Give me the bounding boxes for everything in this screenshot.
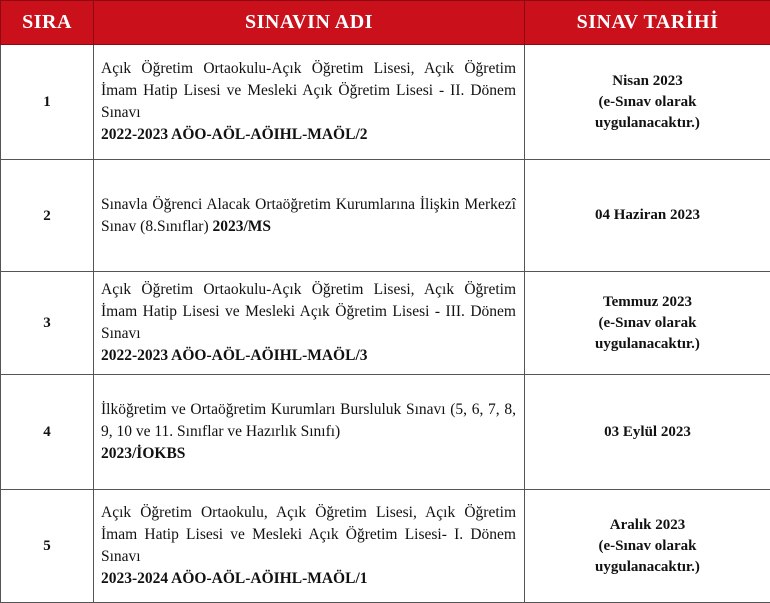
exam-name-cell <box>94 490 525 603</box>
exam-date-note: (e-Sınav olarak <box>531 313 764 334</box>
table-row <box>1 272 770 375</box>
exam-name: Açık Öğretim Ortaokulu-Açık Öğretim Lisesi, Açık Öğretim İmam Hatip Lisesi ve Mesleki Açık Öğretim Lisesi - II. Dönem Sınavı <box>101 60 516 121</box>
exam-date: Aralık 2023 <box>531 515 764 536</box>
exam-date-cell <box>525 375 770 490</box>
exam-date-note: uygulanacaktır.) <box>531 113 764 134</box>
exam-code: 2023/MS <box>213 218 272 235</box>
exam-name-cell <box>94 272 525 375</box>
exam-date: Nisan 2023 <box>531 71 764 92</box>
exam-code: 2022-2023 AÖO-AÖL-AÖIHL-MAÖL/2 <box>101 124 516 146</box>
exam-date: 03 Eylül 2023 <box>531 422 764 443</box>
exam-code: 2023/İOKBS <box>101 443 516 465</box>
exam-code: 2023-2024 AÖO-AÖL-AÖIHL-MAÖL/1 <box>101 568 516 590</box>
exam-date-cell <box>525 272 770 375</box>
header-exam-date: SINAV TARİHİ <box>525 1 770 45</box>
exam-date: Temmuz 2023 <box>531 292 764 313</box>
exam-name-cell <box>94 45 525 160</box>
exam-date-note: uygulanacaktır.) <box>531 334 764 355</box>
table-row <box>1 45 770 160</box>
table-header-row <box>1 1 770 45</box>
exam-name-cell <box>94 160 525 272</box>
exam-date-cell <box>525 490 770 603</box>
exam-name: Açık Öğretim Ortaokulu, Açık Öğretim Lisesi, Açık Öğretim İmam Hatip Lisesi ve Mesleki Açık Öğretim Lisesi- I. Dönem Sınavı <box>101 504 516 565</box>
row-number: 2 <box>1 160 94 272</box>
exam-name-cell <box>94 375 525 490</box>
table-row <box>1 160 770 272</box>
row-number: 3 <box>1 272 94 375</box>
header-exam-name: SINAVIN ADI <box>94 1 525 45</box>
exam-date: 04 Haziran 2023 <box>531 205 764 226</box>
exam-name: Sınavla Öğrenci Alacak Ortaöğretim Kurumlarına İlişkin Merkezî Sınav (8.Sınıflar) <box>101 196 516 235</box>
exam-name: İlköğretim ve Ortaöğretim Kurumları Bursluluk Sınavı (5, 6, 7, 8, 9, 10 ve 11. Sınıflar ve Hazırlık Sınıfı) <box>101 401 516 440</box>
exam-date-cell <box>525 160 770 272</box>
exam-name: Açık Öğretim Ortaokulu-Açık Öğretim Lisesi, Açık Öğretim İmam Hatip Lisesi ve Mesleki Açık Öğretim Lisesi - III. Dönem Sınavı <box>101 281 516 342</box>
exam-date-note: uygulanacaktır.) <box>531 557 764 578</box>
table-row <box>1 490 770 603</box>
exam-date-note: (e-Sınav olarak <box>531 92 764 113</box>
row-number: 4 <box>1 375 94 490</box>
row-number: 5 <box>1 490 94 603</box>
exam-code: 2022-2023 AÖO-AÖL-AÖIHL-MAÖL/3 <box>101 345 516 367</box>
row-number: 1 <box>1 45 94 160</box>
exam-date-note: (e-Sınav olarak <box>531 536 764 557</box>
header-sira: SIRA <box>1 1 94 45</box>
table-row <box>1 375 770 490</box>
exam-date-cell <box>525 45 770 160</box>
